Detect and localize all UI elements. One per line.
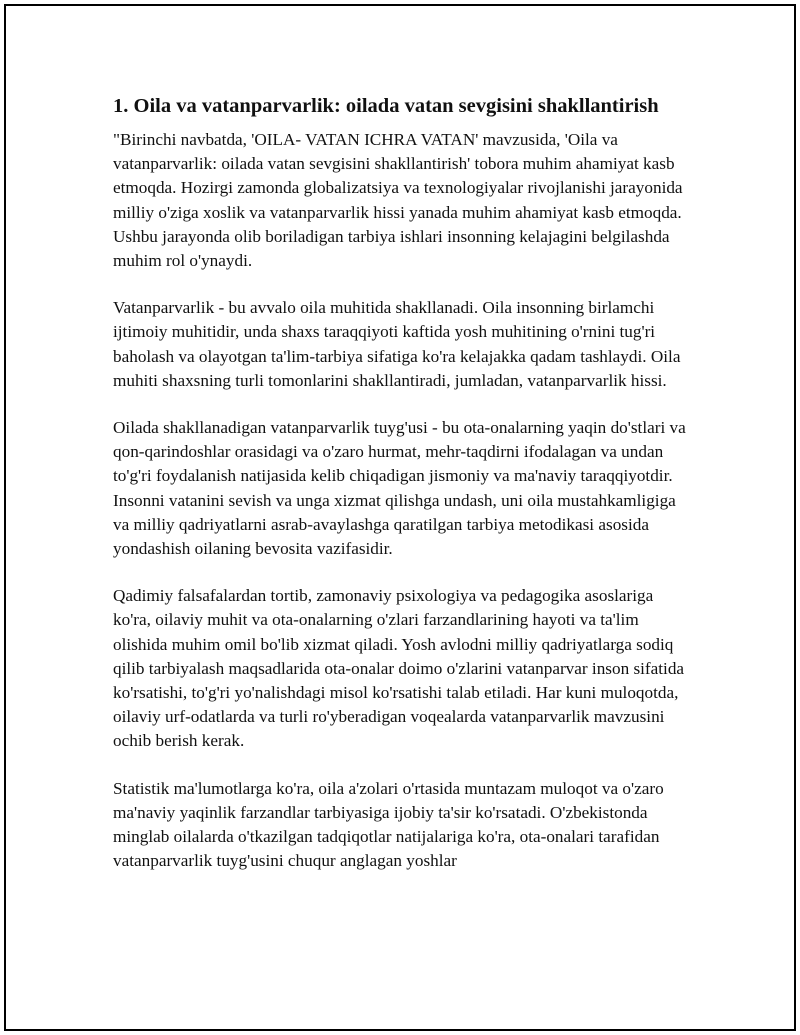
paragraph-3: Oilada shakllanadigan vatanparvarlik tuyg'usi - bu ota-onalarning yaqin do'stlari va qon-qarindoshlar orasidagi va o'zaro hurmat, mehr-taqdirni ifodalagan va undan to'g'ri foydalanish natijasida kelib chiqadigan jismoniy va ma'naviy taraqqiyotdir. Insonni vatanini sevish va unga xizmat qilishga undash, uni oila mustahkamligiga va milliy qadriyatlarni asrab-avaylashga qaratilgan tarbiya metodikasi asosida yondashish oilaning bevosita vazifasidir. xyxy=(113,418,686,559)
paragraph-4: Qadimiy falsafalardan tortib, zamonaviy psixologiya va pedagogika asoslariga ko'ra, oilaviy muhit va ota-onalarning o'zlari farzandlarining hayoti va ta'lim olishida muhim omil bo'lib xizmat qiladi. Yosh avlodni milliy qadriyatlarga sodiq qilib tarbiyalash maqsadlarida ota-onalar doimo o'zlarini vatanparvar inson sifatida ko'rsatishi, to'g'ri yo'nalishdagi misol ko'rsatishi talab etiladi. Har kuni muloqotda, oilaviy urf-odatlarda va turli ro'yberadigan voqealarda vatanparvarlik mavzusini ochib berish kerak. xyxy=(113,586,685,751)
paragraph-2: Vatanparvarlik - bu avvalo oila muhitida shakllanadi. Oila insonning birlamchi ijtimoiy muhitidir, unda shaxs taraqqiyoti kaftida yosh muhitining o'rnini tug'ri baholash va olayotgan ta'lim-tarbiya sifatiga ko'ra kelajakka qadam tashlaydi. Oila muhiti shaxsning turli tomonlarini shakllantiradi, jumladan, vatanparvarlik hissi. xyxy=(113,298,681,390)
section-heading: 1. Oila va vatanparvarlik: oilada vatan sevgisini shakllantirish xyxy=(113,95,659,117)
paragraph-1: "Birinchi navbatda, 'OILA- VATAN ICHRA VATAN' mavzusida, 'Oila va vatanparvarlik: oilada vatan sevgisini shakllantirish' tobora muhim ahamiyat kasb etmoqda. Hozirgi zamonda globalizatsiya va texnologiyalar rivojlanishi jarayonida milliy o'ziga xoslik va vatanparvarlik hissi yanada muhim ahamiyat kasb etmoqda. Ushbu jarayonda olib boriladigan tarbiya ishlari insonning kelajagini belgilashda muhim rol o'ynaydi. xyxy=(113,130,683,271)
document-body xyxy=(113,94,693,896)
paragraph-5: Statistik ma'lumotlarga ko'ra, oila a'zolari o'rtasida muntazam muloqot va o'zaro ma'naviy yaqinlik farzandlar tarbiyasiga ijobiy ta'sir ko'rsatadi. O'zbekistonda minglab oilalarda o'tkazilgan tadqiqotlar natijalariga ko'ra, ota-onalari tarafidan vatanparvarlik tuyg'usini chuqur anglagan yoshlar xyxy=(113,778,664,871)
